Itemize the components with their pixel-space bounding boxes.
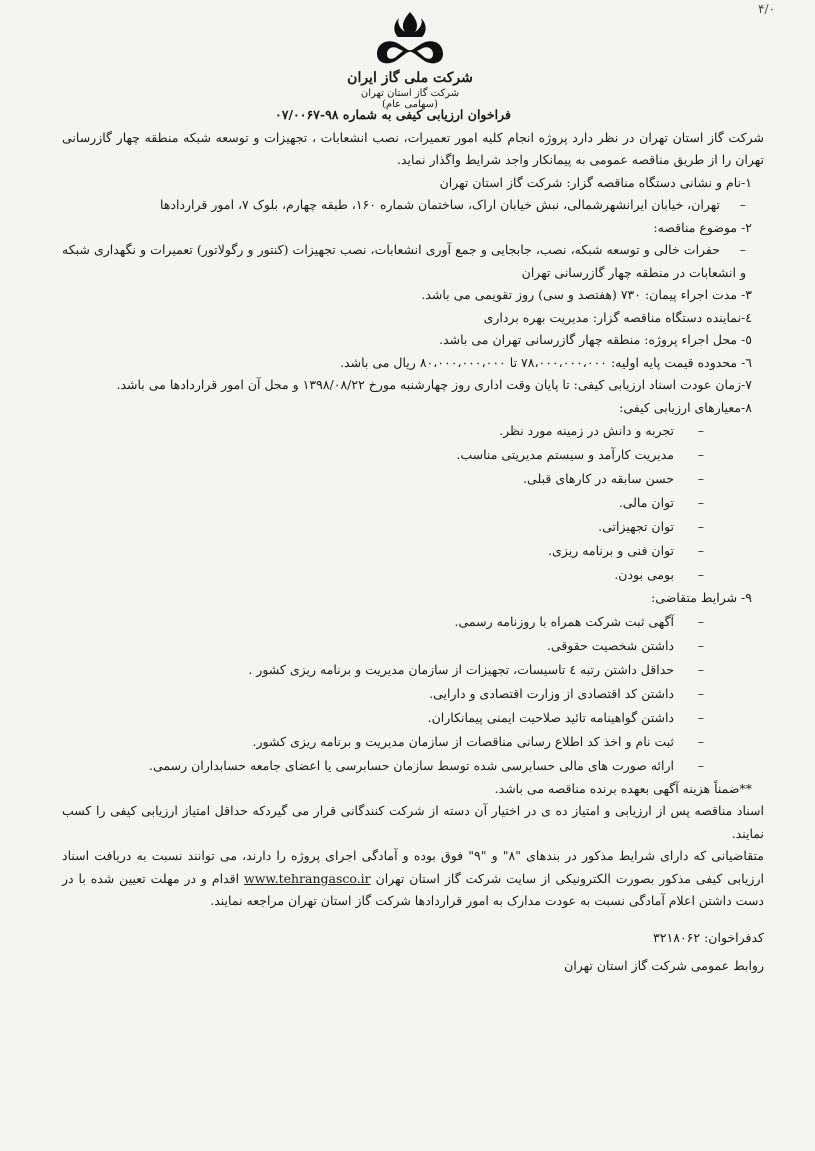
- section-6: ٦- محدوده قیمت پایه اولیه: ۷۸،۰۰۰،۰۰۰،۰۰۰ تا ۸۰،۰۰۰،۰۰۰،۰۰۰ ریال می باشد.: [340, 354, 752, 370]
- applicants-paragraph: [62, 845, 764, 913]
- gas-flame-icon: [365, 10, 455, 70]
- applicants-text-start: متقاضیانی که دارای شرایط مذکور در بندهای "۸" و "۹" فوق بوده و آمادگی اجرای پروژه را دارند، می توانند نسبت به دریافت اسناد ارزیابی کیفی مذکور بصورت الکترونیکی از سایت شرکت گاز استان تهران: [62, 848, 764, 886]
- list-item: – توان تجهیزاتی.: [62, 515, 764, 539]
- list-item: – داشتن کد اقتصادی از وزارت اقتصادی و دارایی.: [62, 682, 764, 706]
- section-2-subject: – حفرات خالی و توسعه شبکه، نصب، جابجایی و جمع آوری انشعابات، نصب تجهیزات (کنتور و رگولاتور) تعمیرات و نگهداری شبکه و انشعابات در منطقه چهار گازرسانی تهران: [62, 239, 764, 284]
- call-code: کدفراخوان: ۳۲۱۸۰۶۲: [653, 929, 764, 945]
- list-item: – تجربه و دانش در زمینه مورد نظر.: [62, 419, 764, 443]
- website-link[interactable]: www.tehrangasco.ir: [244, 870, 371, 886]
- list-item: – ارائه صورت های مالی حسابرسی شده توسط سازمان حسابرسی یا اعضای جامعه حسابداران رسمی.: [62, 754, 764, 778]
- company-logo: [345, 10, 475, 110]
- announcement-title: فراخوان ارزیابی کیفی به شماره ۹۸-۰۷/۰۰۶۷: [275, 107, 511, 122]
- list-item: – آگهی ثبت شرکت همراه با روزنامه رسمی.: [62, 610, 764, 634]
- list-item: – توان فنی و برنامه ریزی.: [62, 539, 764, 563]
- logo-company-name: شرکت ملی گاز ایران: [347, 70, 473, 86]
- announcement-body: [62, 104, 764, 978]
- section-2: ۲- موضوع مناقصه:: [653, 219, 752, 235]
- list-item: – مدیریت کارآمد و سیستم مدیریتی مناسب.: [62, 443, 764, 467]
- list-item: – داشتن شخصیت حقوقی.: [62, 634, 764, 658]
- list-item: – حداقل داشتن رتبه ٤ تاسیسات، تجهیزات از سازمان مدیریت و برنامه ریزی کشور .: [62, 658, 764, 682]
- intro-paragraph: شرکت گاز استان تهران در نظر دارد پروژه انجام کلیه امور تعمیرات، نصب انشعابات ، تجهیزات و توسعه شبکه منطقه چهار گازرسانی تهران را از طریق مناقصه عمومی به پیمانکار واجد شرایط واگذار نماید.: [62, 129, 764, 167]
- logo-subsidiary-name: شرکت گاز استان تهران (سهامی عام): [360, 88, 460, 110]
- ad-cost-note: **ضمناً هزینه آگهی بعهده برنده مناقصه می باشد.: [494, 780, 752, 796]
- conditions-list: [62, 610, 764, 778]
- list-item: – ثبت نام و اخذ کد اطلاع رسانی مناقصات از سازمان مدیریت و برنامه ریزی کشور.: [62, 730, 764, 754]
- list-item: – توان مالی.: [62, 491, 764, 515]
- documents-paragraph: اسناد مناقصه پس از ارزیابی و امتیاز ده ی در اختیار آن دسته از شرکت کنندگانی قرار می گیردکه حداقل امتیاز ارزیابی کیفی را کسب نمایند.: [62, 803, 764, 841]
- list-item: – داشتن گواهینامه تائید صلاحیت ایمنی پیمانکاران.: [62, 706, 764, 730]
- section-4: ٤-نماینده دستگاه مناقصه گزار: مدیریت بهره برداری: [483, 309, 752, 325]
- criteria-list: [62, 419, 764, 587]
- section-3: ۳- مدت اجراء پیمان: ۷۳۰ (هفتصد و سی) روز تقویمی می باشد.: [421, 287, 752, 302]
- page-corner-mark: ۴/۰: [758, 2, 775, 16]
- section-9: ۹- شرایط متقاضی:: [651, 590, 752, 605]
- section-7: ۷-زمان عودت اسناد ارزیابی کیفی: تا پایان وقت اداری روز چهارشنبه مورخ ۱۳۹۸/۰۸/۲۲ و محل آن امور قراردادها می باشد.: [116, 377, 752, 392]
- signature: روابط عمومی شرکت گاز استان تهران: [564, 958, 764, 973]
- section-5: ٥- محل اجراء پروژه: منطقه چهار گازرسانی تهران می باشد.: [439, 332, 752, 347]
- section-1: ۱-نام و نشانی دستگاه مناقصه گزار: شرکت گاز استان تهران: [439, 174, 752, 190]
- applicants-text-end: اقدام و در مهلت تعیین شده با در دست داشتن اعلام آمادگی نسبت به عودت مدارک به امور قراردادها شرکت گاز استان تهران مراجعه نمایند.: [62, 870, 764, 908]
- list-item: – بومی بودن.: [62, 563, 764, 587]
- section-8: ۸-معیارهای ارزیابی کیفی:: [619, 399, 752, 415]
- list-item: – حسن سابقه در کارهای قبلی.: [62, 467, 764, 491]
- section-1-address: – تهران، خیابان ایرانشهرشمالی، نبش خیابان اراک، ساختمان شماره ۱۶۰، طبقه چهارم، بلوک ۷، امور قراردادها: [62, 194, 764, 217]
